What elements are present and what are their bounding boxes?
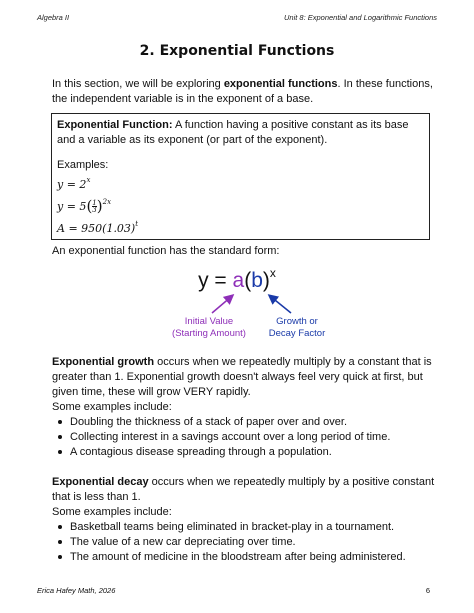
example-2-close-paren: ) (96, 197, 103, 215)
initial-value-label (167, 316, 251, 340)
decay-paragraph (52, 475, 437, 505)
list-item: A contagious disease spreading through a population. (52, 445, 437, 460)
decay-text: occurs when we repeatedly multiply by a positive constant that is less than 1. (52, 476, 435, 503)
arrow-to-b (270, 296, 291, 313)
growth-factor-line1: Growth or (276, 316, 318, 327)
example-3-exponent: t (135, 220, 139, 228)
example-2-open-paren: ( (86, 197, 93, 215)
formula-open-paren: ( (244, 269, 252, 292)
list-item: Basketball teams being eliminated in bracket-play in a tournament. (52, 520, 437, 535)
list-item: Doubling the thickness of a stack of paper over and over. (52, 415, 437, 430)
growth-factor-line2: Decay Factor (268, 328, 326, 339)
footer-author: Erica Hafey Math, 2026 (37, 586, 116, 595)
list-item: The amount of medicine in the bloodstream after being administered. (52, 550, 437, 565)
examples-label: Examples: (57, 159, 109, 171)
decay-examples-intro: Some examples include: (52, 506, 172, 518)
page-number: 6 (425, 586, 430, 595)
example-2-exponent: 2x (102, 198, 112, 206)
intro-text-pre: In this section, we will be exploring (52, 78, 224, 90)
unit-header: Unit 8: Exponential and Logarithmic Functions (283, 13, 437, 22)
definition-term: Exponential Function: (57, 119, 173, 131)
decay-term: Exponential decay (52, 476, 149, 488)
growth-examples-list (52, 415, 437, 460)
definition-body: A function having a positive constant as its base and a variable as its exponent (or part of the exponent). (57, 119, 409, 146)
fraction-denominator: 3 (92, 206, 97, 214)
formula-close-paren: ) (262, 269, 270, 292)
decay-section (52, 475, 437, 565)
decay-examples-list (52, 520, 437, 565)
growth-examples-intro: Some examples include: (52, 401, 172, 413)
growth-factor-label (260, 316, 334, 340)
initial-value-line2: (Starting Amount) (172, 328, 246, 339)
example-1-exponent: x (86, 176, 91, 184)
growth-paragraph (52, 355, 437, 400)
formula-a: a (232, 269, 245, 292)
course-header: Algebra II (37, 13, 70, 22)
list-item: Collecting interest in a savings account over a long period of time. (52, 430, 437, 445)
example-1-base: y = 2 (57, 178, 87, 191)
growth-section (52, 355, 437, 460)
list-item: The value of a new car depreciating over time. (52, 535, 437, 550)
intro-text-post: . In these functions, the independent variable is in the exponent of a base. (52, 78, 433, 105)
fraction-numerator: 1 (92, 199, 97, 207)
example-3-base: A = 950(1.03) (57, 222, 136, 235)
section-title: 2. Exponential Functions (139, 43, 335, 59)
initial-value-line1: Initial Value (184, 316, 234, 327)
formula-b: b (251, 269, 263, 292)
growth-text: occurs when we repeatedly multiply by a constant that is greater than 1. Exponential growth doesn't always feel very quick at first, but given time, these will grow VERY rapidly. (52, 356, 432, 398)
intro-bold-term: exponential functions (223, 78, 338, 90)
growth-term: Exponential growth (52, 356, 155, 368)
formula-exponent-x: x (269, 266, 276, 280)
example-2-base: y = 5 (57, 200, 87, 213)
formula-equals: = (208, 269, 233, 292)
arrow-to-a (212, 296, 232, 313)
formula-y: y (198, 269, 209, 292)
standard-form-intro: An exponential function has the standard form: (52, 245, 280, 257)
